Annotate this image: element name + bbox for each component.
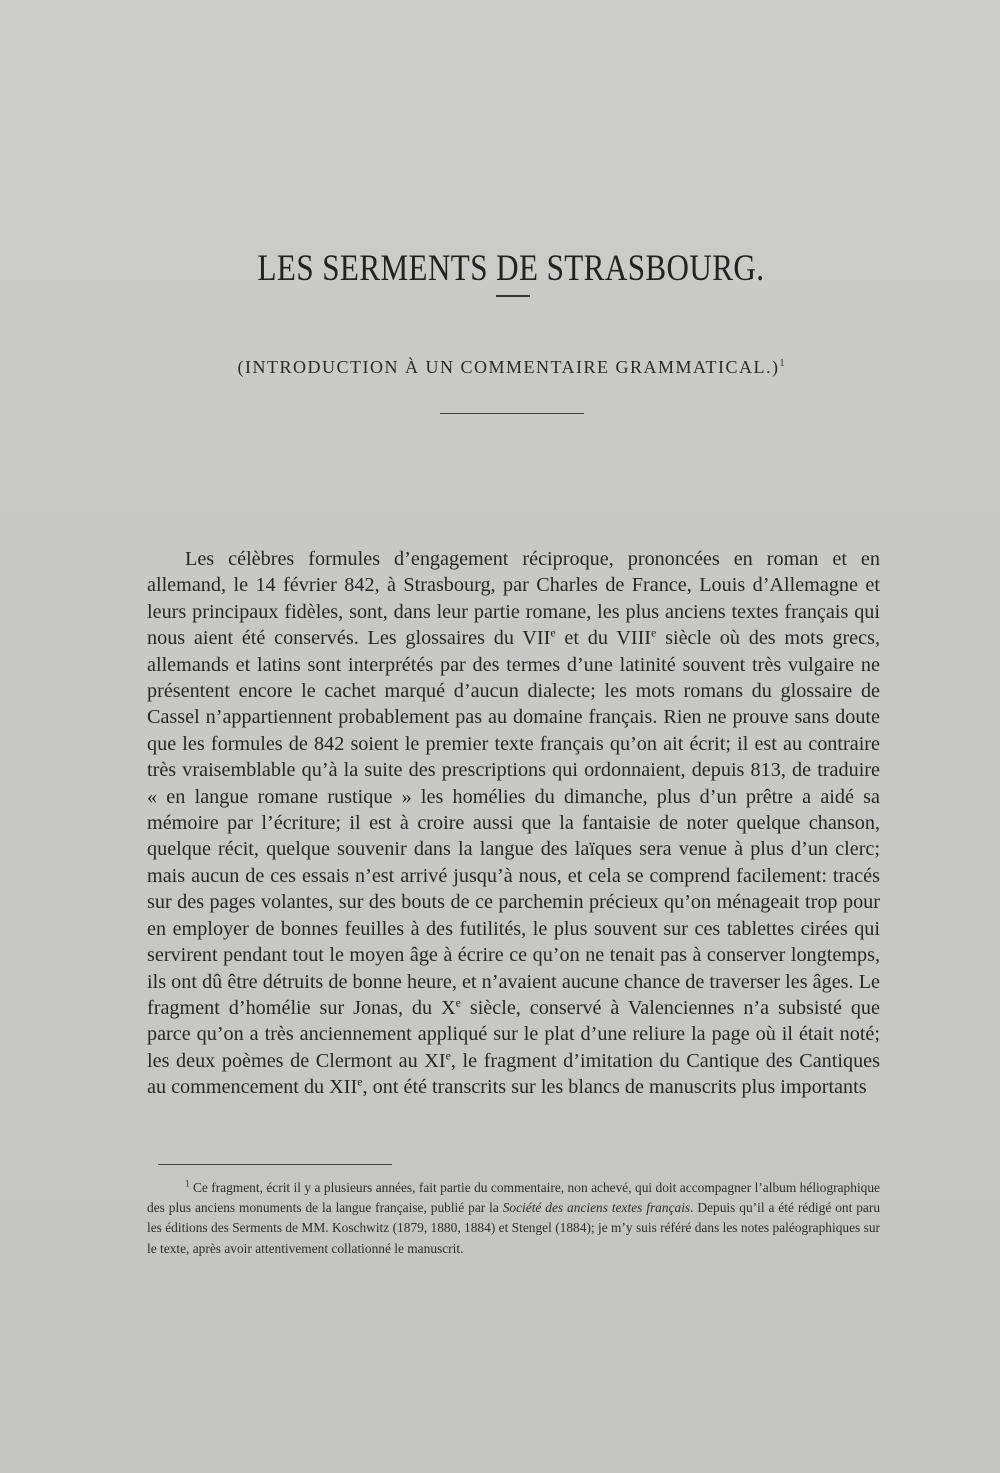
body-text-1: Les célèbres formules d’engagement réciproque, prononcées en roman et en allemand, le 14 février 842, à Strasbourg, par Charles de France, Louis d’Allemagne et leurs principaux fidèles, sont, dans leur partie romane, les plus anciens textes français qui nous aient été conservés. Les glossaires du VII: [147, 548, 880, 650]
body-sup-1: e: [550, 625, 556, 640]
body-text-5: , le fragment d’imitation du Cantique des Cantiques au commencement du XII: [147, 1049, 880, 1099]
footnote: [147, 1178, 880, 1259]
subtitle-footnote-mark: 1: [779, 358, 785, 369]
subtitle-text: (INTRODUCTION À UN COMMENTAIRE GRAMMATICAL.): [237, 357, 780, 377]
body-sup-2: e: [651, 625, 657, 640]
footnote-text-b: . Depuis qu’il a été rédigé ont paru les éditions des Serments de MM. Koschwitz (1879, 1880, 1884) et Stengel (1884); je m’y suis référé dans les notes paléographiques sur le texte, après avoir attentivement collationné le manuscrit.: [147, 1200, 881, 1256]
body-sup-3: e: [455, 995, 461, 1010]
footnote-text-a: Ce fragment, écrit il y a plusieurs années, fait partie du commentaire, non achevé, qui doit accompagner l’album héliographique des plus anciens monuments de la langue française, publié par la: [147, 1180, 880, 1216]
body-text-6: , ont été transcrits sur les blancs de manuscrits plus importants: [362, 1076, 867, 1099]
subtitle-divider: [440, 413, 584, 414]
body-text-4: siècle, conservé à Valenciennes n’a subsisté que parce qu’on a très anciennement appliqué sur le plat d’une reliure la page où il était noté; les deux poèmes de Clermont au XI: [147, 996, 880, 1072]
title-divider: [496, 295, 530, 297]
body-sup-4: e: [445, 1047, 451, 1062]
subtitle: [0, 357, 1000, 378]
footnote-divider: [158, 1164, 392, 1165]
body-sup-5: e: [357, 1074, 363, 1089]
body-text-3: siècle où des mots grecs, allemands et latins sont interprétés par des termes d’une latinité souvent très vulgaire ne présentent encore le cachet marqué d’aucun dialecte; les mots romans du glossaire de Cassel n’appartiennent probablement pas au domaine français. Rien ne prouve sans doute que les formules de 842 soient le premier texte français qu’on ait écrit; il est au contraire très vraisemblable qu’à la suite des prescriptions qui ordonnaient, depuis 813, de traduire « en langue romane rustique » les homélies du dimanche, plus d’un prêtre a aidé sa mémoire par l’écriture; il est à croire aussi que la fantaisie de noter quelque chanson, quelque récit, quelque souvenir dans la langue des laïques sera venue à plus d’un clerc; mais aucun de ces essais n’est arrivé jusqu’à nous, et cela se comprend facilement: tracés sur des pages volantes, sur des bouts de ce parchemin précieux qu’on ménageait trop pour en employer de bonnes feuilles à des futilités, le plus souvent sur ces tablettes cirées qui servirent pendant tout le moyen âge à écrire ce qu’on ne tenait pas à conserver longtemps, ils ont dû être détruits de bonne heure, et n’avaient aucune chance de traverser les âges. Le fragment d’homélie sur Jonas, du X: [147, 627, 881, 1019]
footnote-mark: 1: [185, 1178, 190, 1189]
body-paragraph: [147, 546, 880, 1101]
page-title: LES SERMENTS DE STRASBOURG.: [257, 247, 765, 289]
footnote-italic-title: Société des anciens textes français: [502, 1200, 691, 1216]
body-text-2: et du VIII: [555, 627, 652, 650]
